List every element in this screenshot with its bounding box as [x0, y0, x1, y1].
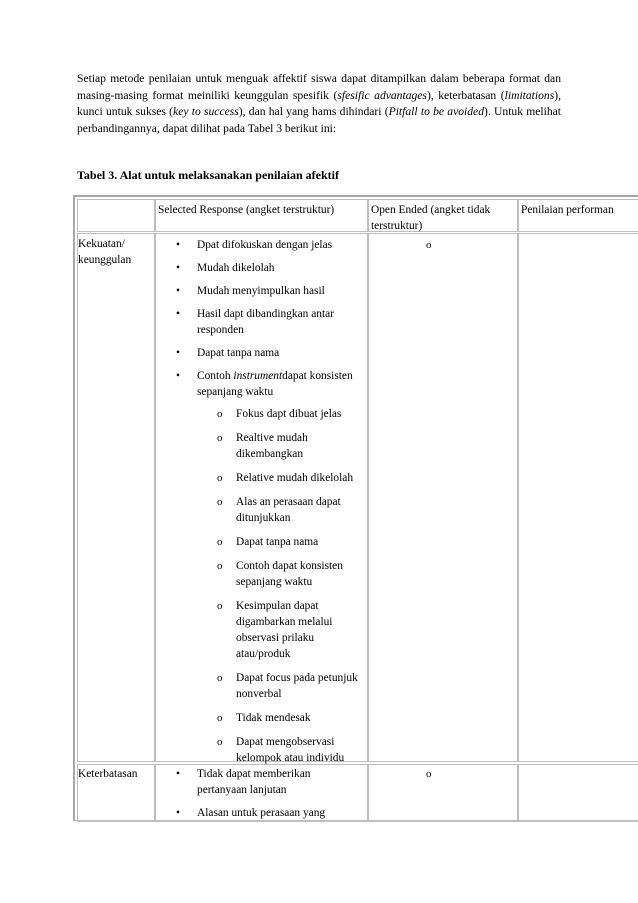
open-ended-marker: o	[426, 768, 432, 780]
list-item-contoh	[176, 368, 361, 400]
comparison-table	[73, 195, 638, 821]
selected-response-cell-keterbatasan	[155, 764, 368, 822]
sub-list-item: o Tidak mendesak	[217, 710, 367, 726]
intro-italic-4: Pitfall to be avoided	[388, 105, 485, 118]
table-caption: Tabel 3. Alat untuk melaksanakan penilaian afektif	[77, 168, 339, 182]
row-label-keterbatasan: Keterbatasan	[78, 768, 138, 780]
sub-list-item: o Dapat mengobservasi kelompok atau individu	[217, 734, 367, 766]
header-cell-open-ended	[368, 199, 518, 232]
open-ended-cell-keterbatasan	[368, 764, 518, 822]
sub-list-item: o Contoh dapat konsisten sepanjang waktu	[217, 558, 367, 590]
contoh-suffix: dapat konsisten sepanjang waktu	[197, 370, 353, 398]
intro-italic-1: sfesific advantages	[337, 88, 427, 102]
limitation-list	[176, 766, 361, 822]
open-ended-cell-kekuatan	[368, 233, 518, 762]
row-label-cell-keterbatasan	[77, 764, 155, 822]
list-item: • Alasan untuk perasaan yang	[176, 805, 361, 821]
header-performance: Penilaian performan	[521, 204, 614, 216]
intro-italic-2: limitations	[504, 88, 555, 102]
list-item: • Mudah dikelolah	[176, 260, 361, 276]
list-item: • Hasil dapt dibandingkan antar responden	[176, 306, 361, 338]
sub-list-item: o Dapat focus pada petunjuk nonverbal	[217, 670, 367, 702]
intro-text-5: ). Untuk melihat perbandingannya, dapat dilihat pada Tabel 3 berikut ini:	[77, 105, 562, 135]
header-cell-empty	[77, 199, 155, 232]
sub-list-item: o Relative mudah dikelolah	[217, 470, 367, 486]
header-open-ended: Open Ended (angket tidak terstruktur)	[371, 204, 491, 232]
intro-text-3: ), kunci untuk sukses (	[77, 88, 561, 118]
intro-text-4: ), dan hal yang hams dihindari (	[238, 105, 389, 118]
list-item: • Tidak dapat memberikan pertanyaan lanjutan	[176, 766, 361, 798]
list-item: • Dpat difokuskan dengan jelas	[176, 237, 361, 253]
header-cell-performance	[518, 199, 638, 232]
intro-italic-3: key to success	[173, 105, 239, 118]
sub-list-item: o Dapat tanpa nama	[217, 534, 367, 550]
sub-list-item: o Alas an perasaan dapat ditunjukkan	[217, 494, 367, 526]
open-ended-marker: o	[426, 239, 432, 251]
row-label-kekuatan: Kekuatan/ keunggulan	[78, 238, 132, 266]
list-item: • Mudah menyimpulkan hasil	[176, 283, 361, 299]
contoh-italic: instrument	[233, 370, 283, 382]
header-selected-response: Selected Response (angket terstruktur)	[158, 204, 335, 216]
performance-cell-keterbatasan	[518, 764, 638, 822]
header-cell-selected-response	[155, 199, 368, 232]
strength-list	[176, 237, 361, 407]
intro-paragraph	[77, 71, 561, 137]
intro-text-2: ), keterbatasan (	[426, 88, 505, 102]
contoh-prefix: Contoh	[197, 370, 234, 382]
intro-text-1: Setiap metode penilaian untuk menguak affektif siswa dapat ditampilkan dalam beberapa format dan masing-masing format meiniliki keunggulan spesifik (	[77, 72, 561, 102]
sub-list-item: o Fokus dapt dibuat jelas	[217, 406, 367, 422]
list-item: • Dapat tanpa nama	[176, 345, 361, 361]
performance-cell-kekuatan	[518, 233, 638, 762]
sub-list-item: o Realtive mudah dikembangkan	[217, 430, 367, 462]
strength-sublist	[217, 406, 367, 774]
row-label-cell-kekuatan	[77, 233, 155, 762]
selected-response-cell-kekuatan	[155, 233, 368, 762]
sub-list-item: o Kesimpulan dapat digambarkan melalui observasi prilaku atau/produk	[217, 598, 367, 662]
